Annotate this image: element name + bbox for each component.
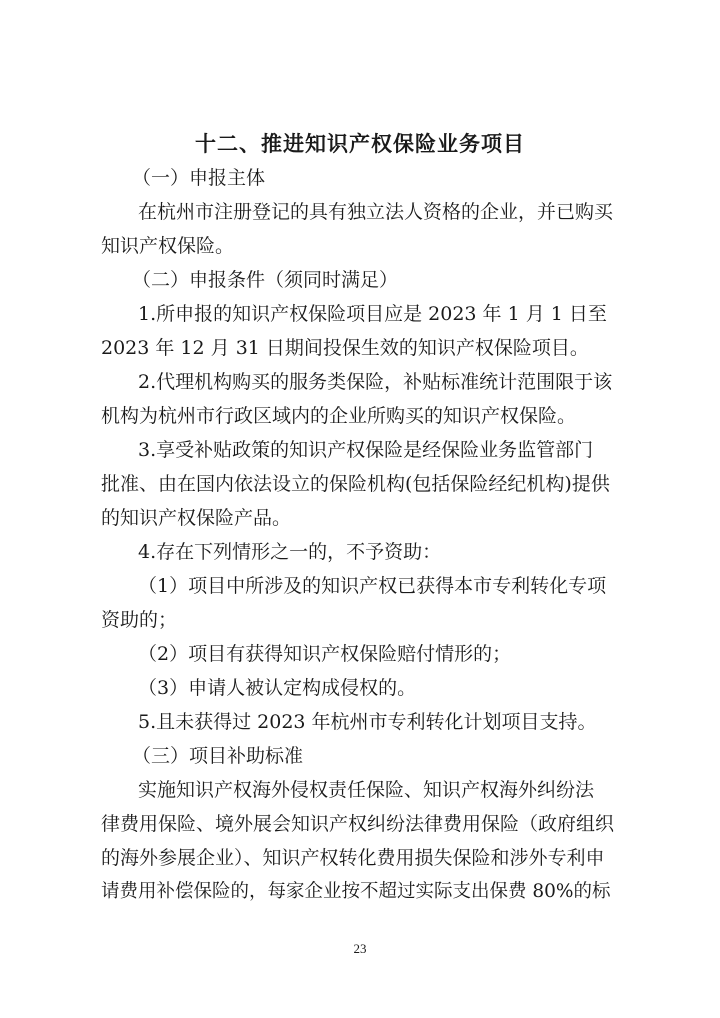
paragraph-line: 资助的； bbox=[101, 609, 178, 631]
paragraph-line: 实施知识产权海外侵权责任保险、知识产权海外纠纷法 bbox=[138, 779, 595, 801]
paragraph-line: 机构为杭州市行政区域内的企业所购买的知识产权保险。 bbox=[101, 405, 577, 427]
paragraph-line: 的知识产权保险产品。 bbox=[101, 507, 292, 529]
paragraph-line: 2.代理机构购买的服务类保险，补贴标准统计范围限于该 bbox=[138, 371, 613, 393]
subsection-heading-subsidy: （三）项目补助标准 bbox=[132, 745, 304, 767]
page-number: 23 bbox=[353, 941, 367, 956]
section-title: 十二、推进知识产权保险业务项目 bbox=[195, 132, 525, 156]
paragraph-line: （2）项目有获得知识产权保险赔付情形的； bbox=[138, 643, 512, 665]
paragraph-line: （1）项目中所涉及的知识产权已获得本市专利转化专项 bbox=[138, 575, 607, 597]
paragraph-line: 在杭州市注册登记的具有独立法人资格的企业，并已购买 bbox=[138, 201, 614, 223]
paragraph-line: 请费用补偿保险的，每家企业按不超过实际支出保费 80%的标 bbox=[101, 881, 611, 902]
paragraph-line: 批准、由在国内依法设立的保险机构(包括保险经纪机构)提供 bbox=[101, 473, 610, 495]
subsection-heading-conditions: （二）申报条件（须同时满足） bbox=[132, 269, 399, 291]
paragraph-line: 5.且未获得过 2023 年杭州市专利转化计划项目支持。 bbox=[138, 711, 597, 733]
paragraph-line: 3.享受补贴政策的知识产权保险是经保险业务监管部门 bbox=[138, 439, 594, 461]
paragraph-line: 4.存在下列情形之一的，不予资助： bbox=[138, 541, 442, 563]
paragraph-line: 的海外参展企业）、知识产权转化费用损失保险和涉外专利申 bbox=[101, 847, 605, 869]
paragraph-line: 知识产权保险。 bbox=[101, 235, 235, 257]
paragraph-line: （3）申请人被认定构成侵权的。 bbox=[138, 677, 417, 699]
subsection-heading-applicant: （一）申报主体 bbox=[132, 167, 266, 189]
paragraph-line: 律费用保险、境外展会知识产权纠纷法律费用保险（政府组织 bbox=[101, 813, 615, 835]
paragraph-line: 2023 年 12 月 31 日期间投保生效的知识产权保险项目。 bbox=[101, 337, 589, 359]
paragraph-line: 1.所申报的知识产权保险项目应是 2023 年 1 月 1 日至 bbox=[138, 303, 607, 325]
